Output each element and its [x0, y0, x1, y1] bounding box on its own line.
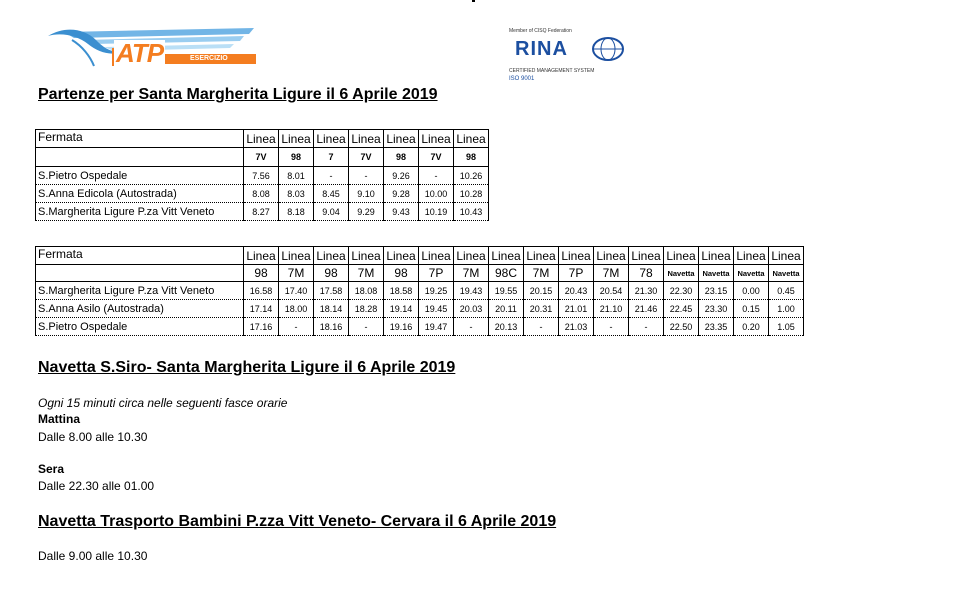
- departure-time: 16.58: [244, 282, 279, 300]
- cisq-globe-icon: [591, 36, 625, 62]
- table2-line-code: Navetta: [664, 265, 699, 282]
- departure-time: 18.14: [314, 300, 349, 318]
- rina-brand: RINA: [515, 38, 568, 60]
- table2-stop-header: Fermata: [36, 247, 244, 265]
- stop-name: S.Margherita Ligure P.za Vitt Veneto: [36, 282, 244, 300]
- departure-time: 18.08: [349, 282, 384, 300]
- departure-time: 23.30: [699, 300, 734, 318]
- departure-time: -: [279, 318, 314, 336]
- departure-time: 17.14: [244, 300, 279, 318]
- departure-time: 8.03: [279, 185, 314, 203]
- table1-linea-header: Linea: [279, 130, 314, 148]
- departure-time: 22.45: [664, 300, 699, 318]
- table2-header-row: [36, 247, 804, 265]
- departure-time: 18.00: [279, 300, 314, 318]
- table2-code-spacer: [36, 265, 244, 282]
- departure-time: 21.03: [559, 318, 594, 336]
- table1-line-code: 7V: [349, 148, 384, 167]
- atp-logo-text: ATP: [116, 38, 164, 68]
- departure-time: 22.30: [664, 282, 699, 300]
- table-row: [36, 318, 804, 336]
- table2-line-code: 7P: [419, 265, 454, 282]
- departure-time: 20.13: [489, 318, 524, 336]
- departure-time: 20.03: [454, 300, 489, 318]
- rina-top-text: Member of CISQ Federation: [509, 28, 572, 34]
- table2-linea-header: Linea: [314, 247, 349, 265]
- table2-linea-header: Linea: [594, 247, 629, 265]
- children-shuttle-hours: Dalle 9.00 alle 10.30: [38, 549, 148, 563]
- departure-time: 21.01: [559, 300, 594, 318]
- departure-time: 17.40: [279, 282, 314, 300]
- departure-time: 19.55: [489, 282, 524, 300]
- table2-line-code: Navetta: [734, 265, 769, 282]
- departure-time: 22.50: [664, 318, 699, 336]
- table2-linea-header: Linea: [699, 247, 734, 265]
- table2-line-code: 7M: [524, 265, 559, 282]
- table2-linea-header: Linea: [419, 247, 454, 265]
- table1-linea-header: Linea: [454, 130, 489, 148]
- departure-time: 18.58: [384, 282, 419, 300]
- table1-linea-header: Linea: [419, 130, 454, 148]
- evening-label: Sera: [38, 462, 65, 476]
- table2-linea-header: Linea: [349, 247, 384, 265]
- departure-time: 8.01: [279, 167, 314, 185]
- departure-time: 9.04: [314, 203, 349, 221]
- table2-line-code: Navetta: [769, 265, 804, 282]
- table1-linea-header: Linea: [349, 130, 384, 148]
- timetable-morning: [35, 129, 489, 221]
- top-mark: [472, 0, 475, 2]
- departure-time: -: [349, 318, 384, 336]
- rina-iso: ISO 9001: [509, 76, 535, 82]
- table1-line-code: 98: [384, 148, 419, 167]
- morning-label: Mattina: [38, 412, 80, 426]
- table2-linea-header: Linea: [559, 247, 594, 265]
- departure-time: 10.19: [419, 203, 454, 221]
- table2-line-code: 98: [384, 265, 419, 282]
- stop-name: S.Anna Asilo (Autostrada): [36, 300, 244, 318]
- departure-time: -: [524, 318, 559, 336]
- morning-hours: Dalle 8.00 alle 10.30: [38, 430, 148, 444]
- table1-header-row: [36, 130, 489, 148]
- departure-time: 23.35: [699, 318, 734, 336]
- departure-time: 8.08: [244, 185, 279, 203]
- table2-line-code: 7M: [349, 265, 384, 282]
- departure-time: 19.47: [419, 318, 454, 336]
- departure-time: -: [594, 318, 629, 336]
- section2-title: Navetta S.Siro- Santa Margherita Ligure il 6 Aprile 2019: [38, 359, 456, 376]
- table2-line-code: 78: [629, 265, 664, 282]
- table-row: [36, 203, 489, 221]
- departure-time: 9.10: [349, 185, 384, 203]
- table2-line-code: 98C: [489, 265, 524, 282]
- table2-linea-header: Linea: [454, 247, 489, 265]
- table2-linea-header: Linea: [769, 247, 804, 265]
- table2-line-code: 7M: [594, 265, 629, 282]
- stop-name: S.Anna Edicola (Autostrada): [36, 185, 244, 203]
- table2-line-code: 98: [244, 265, 279, 282]
- departure-time: 9.29: [349, 203, 384, 221]
- departure-time: 0.45: [769, 282, 804, 300]
- table1-line-code: 7V: [244, 148, 279, 167]
- stop-name: S.Pietro Ospedale: [36, 318, 244, 336]
- table-row: [36, 167, 489, 185]
- departure-time: 19.45: [419, 300, 454, 318]
- table2-linea-header: Linea: [734, 247, 769, 265]
- table-row: [36, 185, 489, 203]
- table-row: [36, 300, 804, 318]
- table2-line-code: 7M: [279, 265, 314, 282]
- departure-time: 9.26: [384, 167, 419, 185]
- table2-line-code: Navetta: [699, 265, 734, 282]
- departure-time: 19.16: [384, 318, 419, 336]
- table1-line-code: 98: [279, 148, 314, 167]
- rina-bottom-text: CERTIFIED MANAGEMENT SYSTEM: [509, 68, 595, 74]
- departure-time: 21.30: [629, 282, 664, 300]
- departure-time: 0.15: [734, 300, 769, 318]
- departure-time: -: [629, 318, 664, 336]
- departure-time: 23.15: [699, 282, 734, 300]
- departure-time: 10.26: [454, 167, 489, 185]
- departure-time: 0.20: [734, 318, 769, 336]
- table1-stop-header: Fermata: [36, 130, 244, 148]
- departure-time: 19.43: [454, 282, 489, 300]
- departure-time: 10.00: [419, 185, 454, 203]
- table1-code-row: [36, 148, 489, 167]
- section1-title: Partenze per Santa Margherita Ligure il 6 Aprile 2019: [38, 86, 438, 103]
- departure-time: 1.00: [769, 300, 804, 318]
- table1-code-spacer: [36, 148, 244, 167]
- departure-time: 8.27: [244, 203, 279, 221]
- table1-linea-header: Linea: [244, 130, 279, 148]
- departure-time: -: [419, 167, 454, 185]
- departure-time: 20.15: [524, 282, 559, 300]
- departure-time: 0.00: [734, 282, 769, 300]
- departure-time: -: [314, 167, 349, 185]
- departure-time: 20.54: [594, 282, 629, 300]
- evening-hours: Dalle 22.30 alle 01.00: [38, 479, 155, 493]
- atp-logo-subtext: ESERCIZIO: [190, 55, 228, 62]
- departure-time: 10.28: [454, 185, 489, 203]
- departure-time: 7.56: [244, 167, 279, 185]
- departure-time: 21.10: [594, 300, 629, 318]
- departure-time: 8.18: [279, 203, 314, 221]
- departure-time: 17.58: [314, 282, 349, 300]
- table2-code-row: [36, 265, 804, 282]
- departure-time: 21.46: [629, 300, 664, 318]
- departure-time: 20.43: [559, 282, 594, 300]
- table1-line-code: 98: [454, 148, 489, 167]
- section3-title: Navetta Trasporto Bambini P.zza Vitt Veneto- Cervara il 6 Aprile 2019: [38, 513, 557, 530]
- shuttle-frequency-note: Ogni 15 minuti circa nelle seguenti fasce orarie: [38, 396, 288, 410]
- departure-time: 9.28: [384, 185, 419, 203]
- table1-linea-header: Linea: [384, 130, 419, 148]
- departure-time: 20.31: [524, 300, 559, 318]
- table2-linea-header: Linea: [279, 247, 314, 265]
- departure-time: 8.45: [314, 185, 349, 203]
- table2-line-code: 98: [314, 265, 349, 282]
- table2-line-code: 7P: [559, 265, 594, 282]
- departure-time: 19.25: [419, 282, 454, 300]
- departure-time: 1.05: [769, 318, 804, 336]
- departure-time: 18.16: [314, 318, 349, 336]
- table2-linea-header: Linea: [244, 247, 279, 265]
- departure-time: 18.28: [349, 300, 384, 318]
- stop-name: S.Pietro Ospedale: [36, 167, 244, 185]
- stop-name: S.Margherita Ligure P.za Vitt Veneto: [36, 203, 244, 221]
- table1-line-code: 7: [314, 148, 349, 167]
- departure-time: -: [349, 167, 384, 185]
- table1-linea-header: Linea: [314, 130, 349, 148]
- departure-time: -: [454, 318, 489, 336]
- table-row: [36, 282, 804, 300]
- departure-time: 9.43: [384, 203, 419, 221]
- table1-line-code: 7V: [419, 148, 454, 167]
- departure-time: 19.14: [384, 300, 419, 318]
- atp-logo: [44, 22, 264, 70]
- rina-logo: [507, 28, 629, 86]
- departure-time: 10.43: [454, 203, 489, 221]
- table2-linea-header: Linea: [524, 247, 559, 265]
- table2-linea-header: Linea: [489, 247, 524, 265]
- table2-linea-header: Linea: [384, 247, 419, 265]
- table2-linea-header: Linea: [629, 247, 664, 265]
- departure-time: 17.16: [244, 318, 279, 336]
- timetable-afternoon: [35, 246, 804, 336]
- table2-linea-header: Linea: [664, 247, 699, 265]
- departure-time: 20.11: [489, 300, 524, 318]
- table2-line-code: 7M: [454, 265, 489, 282]
